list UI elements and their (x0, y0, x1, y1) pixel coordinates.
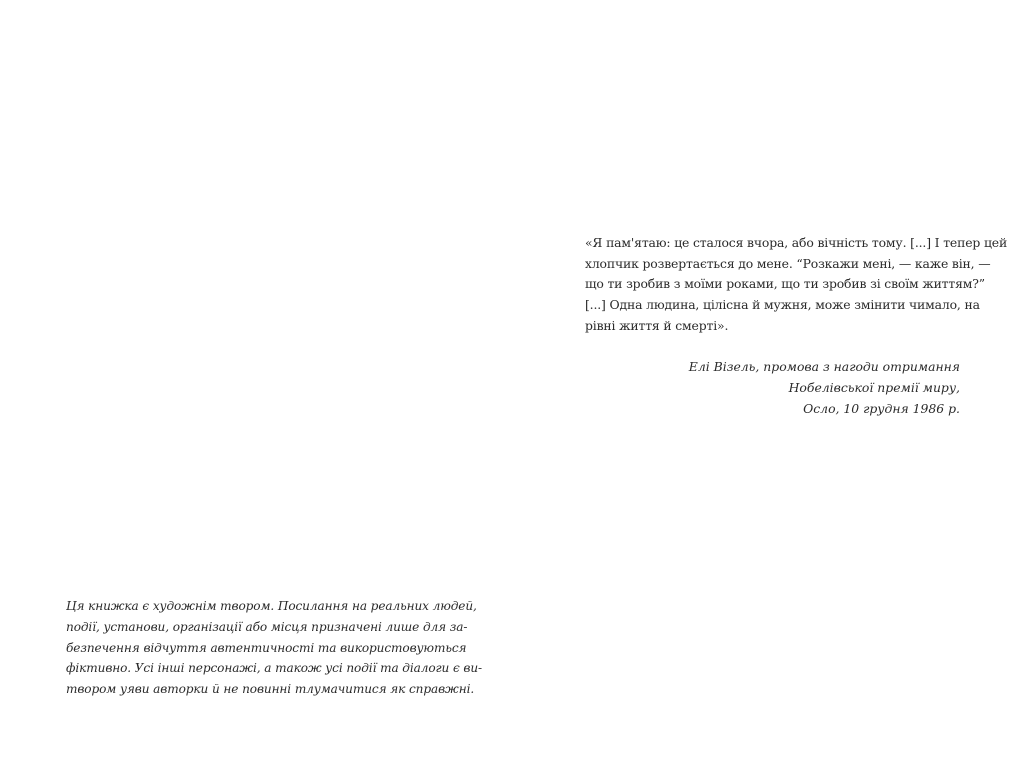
quote-line: «Я пам'ятаю: це сталося вчора, або вічність тому. [...] І тепер цей (585, 235, 1008, 250)
quote-line: що ти зробив з моїми роками, що ти зробив зі своїм життям?” (585, 276, 985, 292)
disclaimer-line: безпечення відчуття автентичності та використовуються (66, 640, 467, 655)
quote-line: [...] Одна людина, цілісна й мужня, може змінити чимало, на (585, 297, 980, 313)
epigraph-quote (585, 233, 1008, 337)
right-page (512, 0, 1024, 767)
fiction-disclaimer (66, 596, 483, 700)
attribution-line: Осло, 10 грудня 1986 р. (803, 400, 960, 416)
epigraph-attribution (585, 356, 960, 419)
attribution-line: Елі Візель, промова з нагоди отримання (688, 358, 960, 374)
quote-line: хлопчик розвертається до мене. “Розкажи мені, — каже він, — (585, 255, 991, 271)
disclaimer-line: фіктивно. Усі інші персонажі, а також усі події та діалоги є ви- (66, 661, 483, 676)
disclaimer-line: твором уяви авторки й не повинні тлумачитися як справжні. (66, 682, 475, 697)
quote-line: рівні життя й смерті». (585, 317, 729, 333)
disclaimer-line: Ця книжка є художнім твором. Посилання на реальних людей, (66, 599, 477, 613)
disclaimer-line: події, установи, організації або місця призначені лише для за- (66, 619, 468, 634)
attribution-line: Нобелівської премії миру, (788, 379, 960, 395)
epigraph (585, 233, 1008, 419)
